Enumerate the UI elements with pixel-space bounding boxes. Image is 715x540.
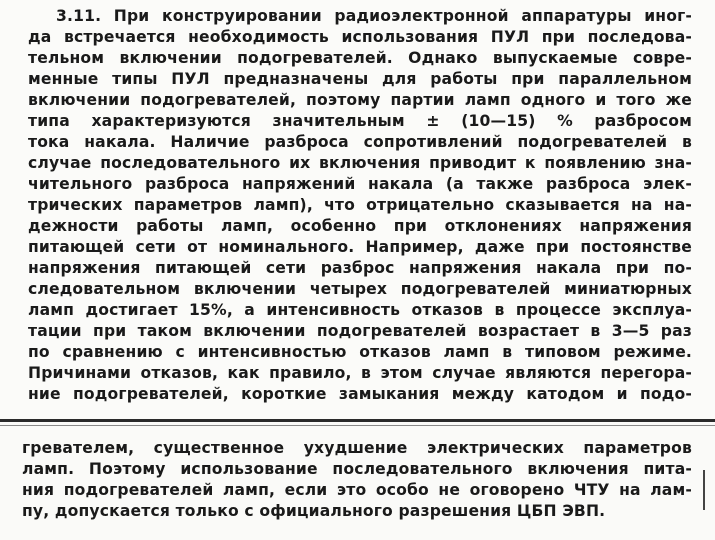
text-line: ния подогревателей ламп, если это особо не оговорено ЧТУ на лам- (22, 481, 692, 499)
text-line: менные типы ПУЛ предназначены для работы при параллельном (28, 70, 692, 88)
text-line: тации при таком включении подогревателей возрастает в 3—5 раз (28, 322, 692, 340)
text-line: напряжения питающей сети разброс напряжения накала при по- (28, 259, 692, 277)
text-line: гревателем, существенное ухудшение электрических параметров (22, 439, 692, 457)
text-line: следовательном включении четырех подогревателей миниатюрных (28, 280, 692, 298)
paragraph-continuation (0, 430, 715, 540)
text-line: питающей сети от номинального. Например, даже при постоянстве (28, 238, 692, 256)
text-line: случае последовательного их включения приводит к появлению зна- (28, 154, 692, 172)
text-line: Причинами отказов, как правило, в этом случае являются перегора- (28, 364, 692, 382)
text-line: ламп достигает 15%, а интенсивность отказов в процессе эксплуа- (28, 301, 692, 319)
text-line: 3.11. При конструировании радиоэлектронной аппаратуры иног- (56, 7, 692, 25)
text-line: дежности работы ламп, особенно при отклонениях напряжения (28, 217, 692, 235)
text-line: тельном включении подогревателей. Однако выпускаемые совре- (28, 49, 692, 67)
text-line: чительного разброса напряжений накала (а также разброса элек- (28, 175, 692, 193)
text-line: включении подогревателей, поэтому партии ламп одного и того же (28, 91, 692, 109)
text-line: трических параметров ламп), что отрицательно сказывается на на- (28, 196, 692, 214)
text-line: типа характеризуются значительным ± (10—15) % разбросом (28, 112, 692, 130)
text-line: по сравнению с интенсивностью отказов ламп в типовом режиме. (28, 343, 692, 361)
page-break-shadow (0, 425, 715, 426)
text-line: тока накала. Наличие разброса сопротивлений подогревателей в (28, 133, 692, 151)
text-line: ламп. Поэтому использование последовательного включения пита- (22, 460, 692, 478)
text-line: пу, допускается только с официального разрешения ЦБП ЭВП. (22, 502, 606, 520)
margin-mark (703, 470, 715, 510)
text-line: да встречается необходимость использования ПУЛ при последова- (28, 28, 692, 46)
text-line: ние подогревателей, короткие замыкания между катодом и подо- (28, 385, 692, 403)
page-break-rule (0, 419, 715, 422)
